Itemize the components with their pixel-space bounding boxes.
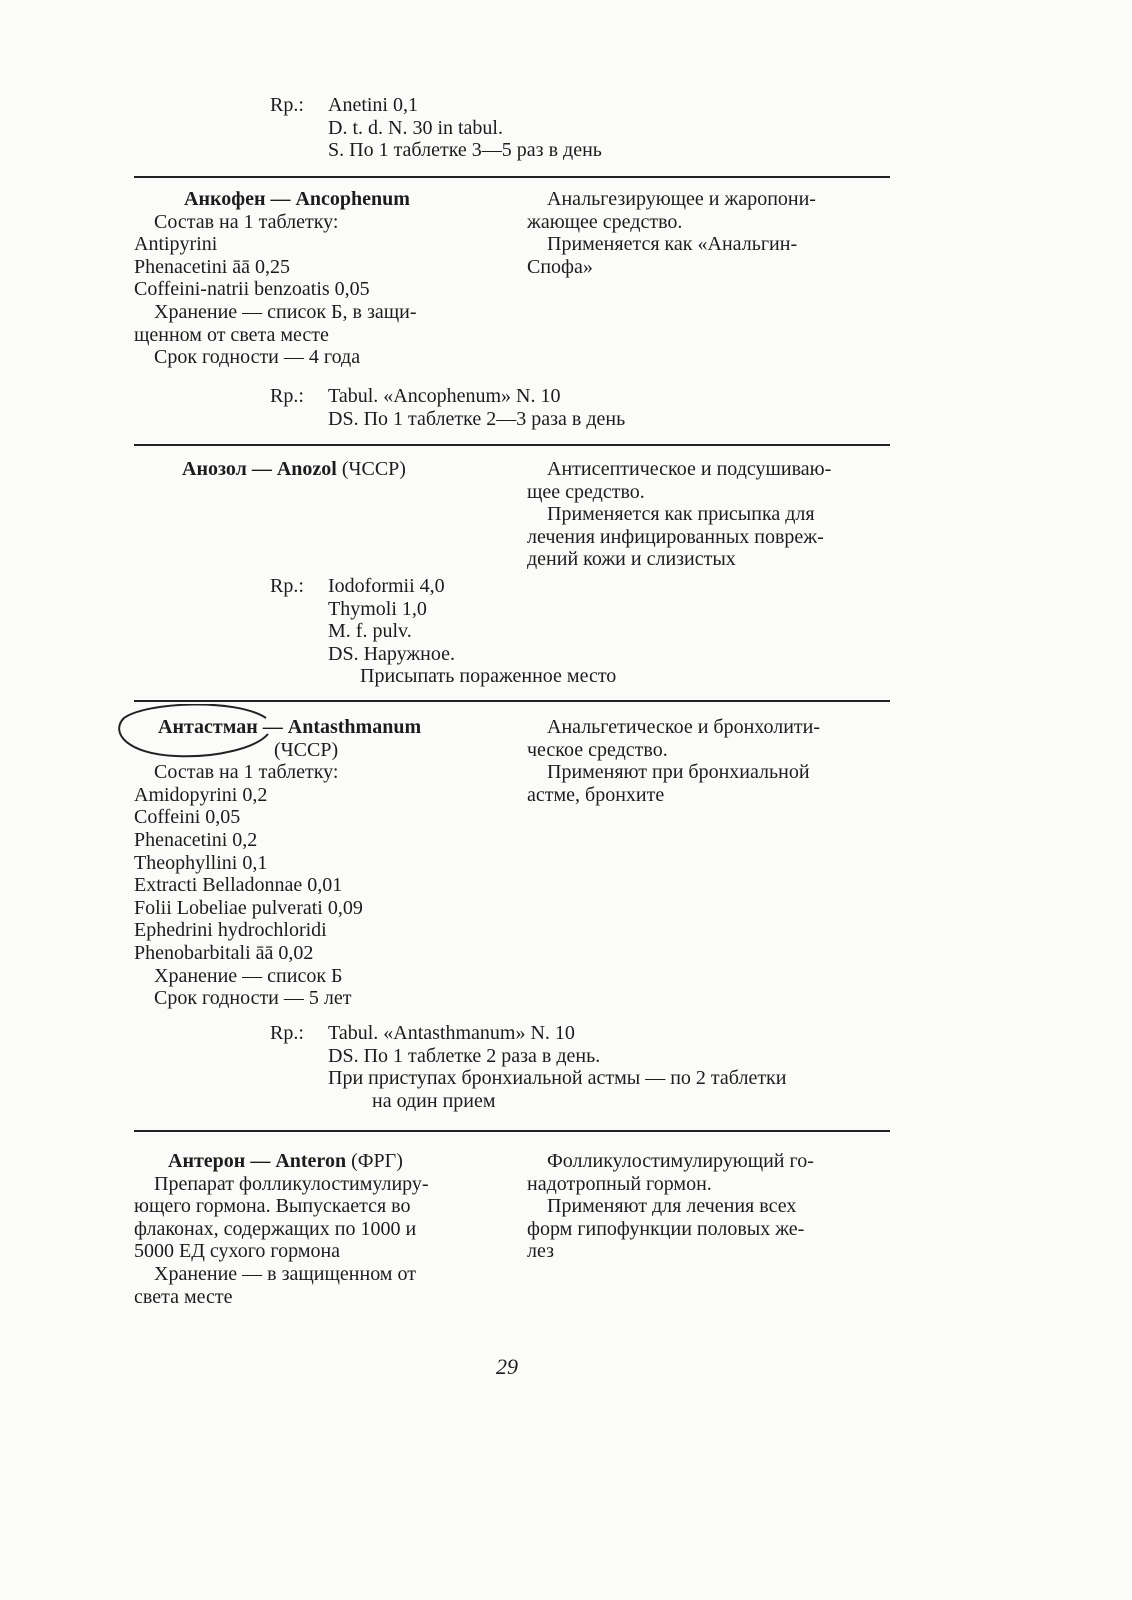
title-country: (ЧССР) [274,738,339,761]
title-lat: Ancophenum [295,188,410,210]
ingredient: Phenobarbitali āā 0,02 [134,941,314,964]
rx-line: При приступах бронхиальной астмы — по 2 таблетки [328,1067,787,1090]
usage: Применяют для лечения всех [547,1195,797,1218]
usage: дений кожи и слизистых [527,548,736,571]
page-number: 29 [496,1354,518,1379]
title-ru: Антерон — [168,1150,271,1172]
ingredient: Theophyllini 0,1 [134,851,268,874]
usage: форм гипофункции половых же- [527,1217,805,1240]
section-divider [134,700,890,702]
title-lat: Anozol [276,458,337,480]
description: Препарат фолликулостимулиру- [154,1172,429,1195]
ingredient: Coffeini-natrii benzoatis 0,05 [134,278,370,301]
rp-label: Rp.: [270,94,304,116]
title-country: (ЧССР) [341,458,406,480]
entry-title [134,458,496,481]
title-ru: Анозол — [182,458,272,480]
description: Фолликулостимулирующий го- [547,1150,814,1172]
title-ru: Антастман [158,716,258,738]
description: ческое средство. [527,738,668,761]
rx-line: Iodoformii 4,0 [328,575,445,597]
rp-label: Rp.: [270,385,304,407]
description: надотропный гормон. [527,1172,712,1195]
entry-title [134,716,496,739]
ingredient: Phenacetini āā 0,25 [134,255,291,278]
rx-line: S. По 1 таблетке 3—5 раз в день [328,139,602,162]
ingredient: Amidopyrini 0,2 [134,783,268,806]
description: Анальгетическое и бронхолити- [547,716,821,738]
ingredient: Antipyrini [134,233,218,256]
rx-line: M. f. pulv. [328,620,412,643]
entry-title [134,1150,496,1173]
rp-label: Rp.: [270,575,304,597]
rx-line: Tabul. «Antasthmanum» N. 10 [328,1022,575,1044]
rx-line: Присыпать пораженное место [360,665,617,688]
composition-label: Состав на 1 таблетку: [154,761,339,784]
title-lat: — Antasthmanum [262,716,422,738]
rx-line: DS. По 1 таблетке 2—3 раза в день [328,407,626,430]
usage: лез [527,1240,555,1263]
ingredient: Ephedrini hydrochloridi [134,919,327,942]
composition-label: Состав на 1 таблетку: [154,210,339,233]
usage: Спофа» [527,255,593,278]
entry-title [134,188,496,211]
usage: Применяют при бронхиальной [547,761,810,784]
description: Антисептическое и подсушиваю- [547,458,832,480]
description: флаконах, содержащих по 1000 и [134,1217,417,1240]
rx-line: DS. Наружное. [328,642,456,665]
section-divider [134,1130,890,1132]
description: 5000 ЕД сухого гормона [134,1240,341,1263]
rp-label: Rp.: [270,1022,304,1044]
title-ru: Анкофен — [184,188,291,210]
description: щее средство. [527,480,645,503]
title-country: (ФРГ) [351,1150,403,1172]
shelf-life: Срок годности — 4 года [154,346,361,369]
rx-line: Anetini 0,1 [328,94,418,116]
usage: Применяется как «Анальгин- [547,233,798,256]
usage: астме, бронхите [527,783,665,806]
ingredient: Extracti Belladonnae 0,01 [134,874,343,897]
storage-text: Хранение — в защищенном от [154,1262,416,1285]
rx-line: на один прием [372,1089,496,1112]
storage-text: щенном от света месте [134,323,329,346]
ingredient: Folii Lobeliae pulverati 0,09 [134,896,363,919]
shelf-life: Срок годности — 5 лет [154,987,352,1010]
description: Анальгезирующее и жаропони- [547,188,816,210]
title-lat: Anteron [275,1150,347,1172]
description: жающее средство. [527,210,683,233]
rx-line: DS. По 1 таблетке 2 раза в день. [328,1044,601,1067]
storage-text: Хранение — список Б, в защи- [154,300,417,323]
description: ющего гормона. Выпускается во [134,1195,411,1218]
ingredient: Phenacetini 0,2 [134,828,258,851]
usage: лечения инфицированных повреж- [527,525,824,548]
storage-text: Хранение — список Б [154,964,343,987]
storage-text: света месте [134,1285,233,1308]
rx-line: Thymoli 1,0 [328,597,427,620]
rx-line: D. t. d. N. 30 in tabul. [328,116,503,139]
ingredient: Coffeini 0,05 [134,806,241,829]
section-divider [134,176,890,178]
usage: Применяется как присыпка для [547,503,815,526]
rx-line: Tabul. «Ancophenum» N. 10 [328,385,561,407]
section-divider [134,444,890,446]
